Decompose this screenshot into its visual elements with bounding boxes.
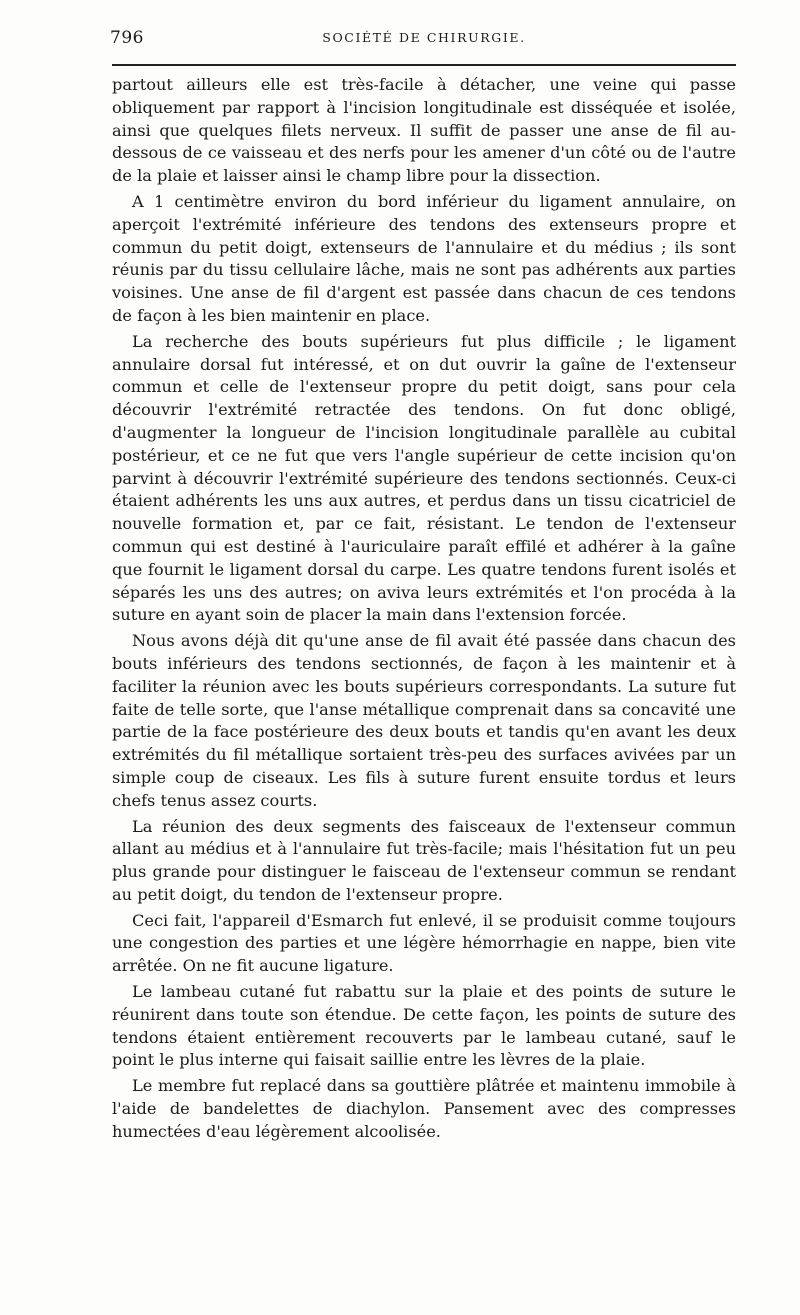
page-number: 796: [110, 28, 144, 48]
paragraph-tendon-exposure: A 1 centimètre environ du bord inférieur du ligament annulaire, on aperçoit l'extrémité inférieure des tendons des extenseurs propre et commun du petit doigt, extenseurs de l'annulaire et du médius ; ils sont réunis par du tissu cellulaire lâche, mais ne sont pas adhérents aux parties voisines. Une anse de fil d'argent est passée dans chacun de ces tendons de façon à les bien maintenir en place.: [112, 191, 736, 325]
header-rule: [112, 64, 736, 66]
body-text: [112, 74, 736, 1147]
paragraph-suture-technique: Nous avons déjà dit qu'une anse de fil avait été passée dans chacun des bouts inférieurs des tendons sectionnés, de façon à les maintenir et à faciliter la réunion avec les bouts supérieurs correspondants. La suture fut faite de telle sorte, que l'anse métallique comprenait dans sa concavité une partie de la face postérieure des deux bouts et tandis qu'en avant les deux extrémités du fil métallique sortaient très-peu des surfaces avivées par un simple coup de ciseaux. Les fils à suture furent ensuite tordus et leurs chefs tenus assez courts.: [112, 631, 736, 810]
paragraph-segment-reunion: La réunion des deux segments des faisceaux de l'extenseur commun allant au médius et à l'annulaire fut très-facile; mais l'hésitation fut un peu plus grande pour distinguer le faisceau de l'extenseur commun se rendant au petit doigt, du tendon de l'extenseur propre.: [112, 816, 736, 904]
paragraph-skin-flap: Le lambeau cutané fut rabattu sur la plaie et des points de suture le réunirent dans toute son étendue. De cette façon, les points de suture des tendons étaient entièrement recouverts par le lambeau cutané, sauf le point le plus interne qui faisait saillie entre les lèvres de la plaie.: [112, 982, 736, 1070]
paragraph-dressing: Le membre fut replacé dans sa gouttière plâtrée et maintenu immobile à l'aide de bandelettes de diachylon. Pansement avec des compresses humectées d'eau légèrement alcoolisée.: [112, 1076, 736, 1141]
running-title: SOCIÉTÉ DE CHIRURGIE.: [322, 30, 526, 45]
paragraph-continuation: partout ailleurs elle est très-facile à détacher, une veine qui passe obliquement par rapport à l'incision longitudinale est disséquée et isolée, ainsi que quelques filets nerveux. Il suffit de passer une anse de fil au-dessous de ce vaisseau et des nerfs pour les amener d'un côté ou de l'autre de la plaie et laisser ainsi le champ libre pour la dissection.: [112, 75, 736, 186]
paragraph-upper-ends-search: La recherche des bouts supérieurs fut plus difficile ; le ligament annulaire dorsal fut intéressé, et on dut ouvrir la gaîne de l'extenseur commun et celle de l'extenseur propre du petit doigt, sans pour cela découvrir l'extrémité retractée des tendons. On fut donc obligé, d'augmenter la longueur de l'incision longitudinale parallèle au cubital postérieur, et ce ne fut que vers l'angle supérieur de cette incision qu'on parvint à découvrir l'extrémité supérieure des tendons sectionnés. Ceux-ci étaient adhérents les uns aux autres, et perdus dans un tissu cicatriciel de nouvelle formation et, par ce fait, résistant. Le tendon de l'extenseur commun qui est destiné à l'auriculaire paraît effilé et adhérer à la gaîne que fournit le ligament dorsal du carpe. Les quatre tendons furent isolés et séparés les uns des autres; on aviva leurs extrémités et l'on procéda à la suture en ayant soin de placer la main dans l'extension forcée.: [112, 331, 736, 625]
page-header: [110, 28, 738, 52]
paragraph-esmarch-removal: Ceci fait, l'appareil d'Esmarch fut enlevé, il se produisit comme toujours une congestion des parties et une légère hémorrhagie en nappe, bien vite arrêtée. On ne fit aucune ligature.: [112, 910, 736, 976]
